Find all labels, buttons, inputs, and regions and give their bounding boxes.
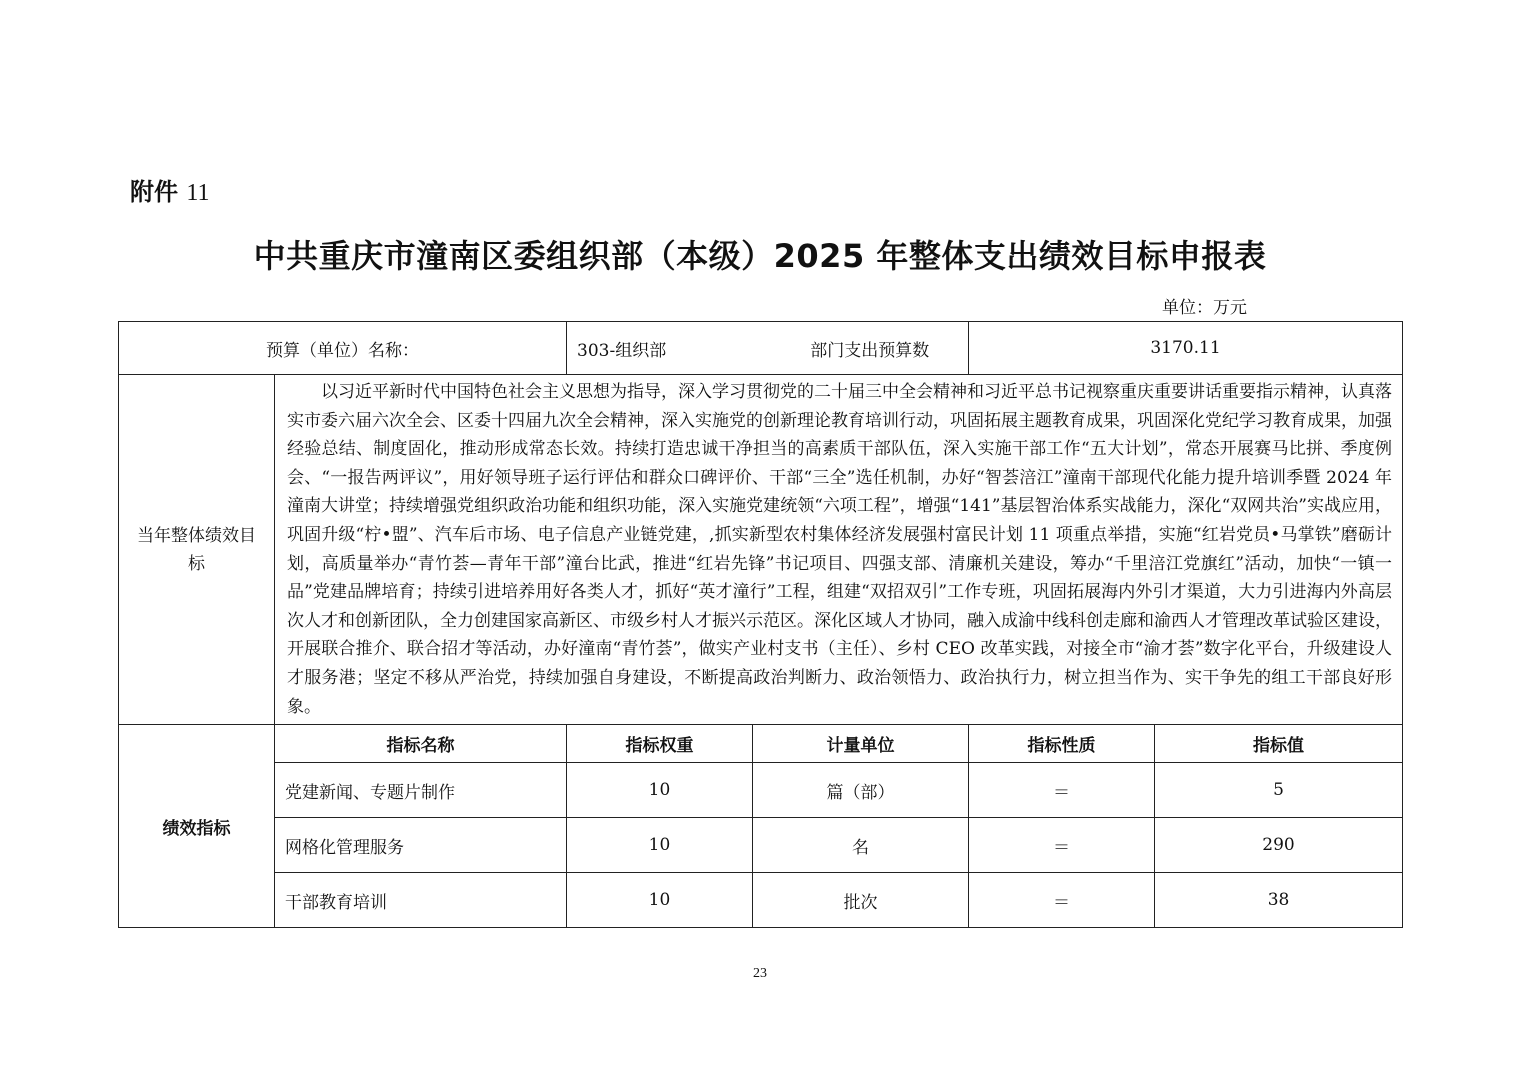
indicator-value: 38 — [1155, 873, 1403, 928]
budget-row — [119, 322, 1403, 375]
budget-name-value: 303-组织部 — [577, 340, 667, 361]
goal-row — [119, 375, 1403, 725]
indicator-name: 网格化管理服务 — [275, 818, 567, 873]
document-title: 中共重庆市潼南区委组织部（本级）2025 年整体支出绩效目标申报表 — [253, 237, 1267, 275]
indicator-nature: ＝ — [969, 873, 1155, 928]
budget-name-cell — [567, 322, 969, 375]
page-number: 23 — [753, 966, 767, 981]
indicator-value: 290 — [1155, 818, 1403, 873]
indicator-weight: 10 — [567, 818, 753, 873]
header-indicator-nature: 指标性质 — [969, 725, 1155, 763]
budget-name-label: 预算（单位）名称： — [119, 322, 567, 375]
table-row — [119, 873, 1403, 928]
attachment-label — [130, 176, 209, 209]
indicator-weight: 10 — [567, 873, 753, 928]
performance-table — [118, 321, 1403, 928]
header-unit: 计量单位 — [753, 725, 969, 763]
indicator-name: 干部教育培训 — [275, 873, 567, 928]
indicator-value: 5 — [1155, 763, 1403, 818]
table-row — [119, 763, 1403, 818]
table-row — [119, 818, 1403, 873]
goal-label: 当年整体绩效目标 — [119, 375, 275, 725]
indicator-nature: ＝ — [969, 763, 1155, 818]
attachment-text: 附件 — [130, 178, 178, 206]
header-indicator-weight: 指标权重 — [567, 725, 753, 763]
performance-label: 绩效指标 — [119, 725, 275, 928]
indicator-unit: 批次 — [753, 873, 969, 928]
indicator-weight: 10 — [567, 763, 753, 818]
indicator-unit: 篇（部） — [753, 763, 969, 818]
indicator-header-row — [119, 725, 1403, 763]
dept-budget-label: 部门支出预算数 — [810, 340, 930, 361]
indicator-name: 党建新闻、专题片制作 — [275, 763, 567, 818]
dept-budget-value: 3170.11 — [969, 322, 1403, 375]
goal-text: 以习近平新时代中国特色社会主义思想为指导，深入学习贯彻党的二十届三中全会精神和习近平总书记视察重庆重要讲话重要指示精神，认真落实市委六届六次全会、区委十四届九次全会精神，深入实施党的创新理论教育培训行动，巩固拓展主题教育成果，巩固深化党纪学习教育成果，加强经验总结、制度固化，推动形成常态长效。持续打造忠诚干净担当的高素质干部队伍，深入实施干部工作“五大计划”，常态开展赛马比拼、季度例会、“一报告两评议”，用好领导班子运行评估和群众口碑评价、干部“三全”选任机制，办好“智荟涪江”潼南干部现代化能力提升培训季暨 2024 年潼南大讲堂；持续增强党组织政治功能和组织功能，深入实施党建统领“六项工程”，增强“141”基层智治体系实战能力，深化“双网共治”实战应用，巩固升级“柠•盟”、汽车后市场、电子信息产业链党建，,抓实新型农村集体经济发展强村富民计划 11 项重点举措，实施“红岩党员•马掌铁”磨砺计划，高质量举办“青竹荟—青年干部”潼台比武，推进“红岩先锋”书记项目、四强支部、清廉机关建设，筹办“千里涪江党旗红”活动，加快“一镇一品”党建品牌培育；持续引进培养用好各类人才，抓好“英才潼行”工程，组建“双招双引”工作专班，巩固拓展海内外引才渠道，大力引进海内外高层次人才和创新团队，全力创建国家高新区、市级乡村人才振兴示范区。深化区域人才协同，融入成渝中线科创走廊和渝西人才管理改革试验区建设，开展联合推介、联合招才等活动，办好潼南“青竹荟”，做实产业村支书（主任）、乡村 CEO 改革实践，对接全市“渝才荟”数字化平台，升级建设人才服务港；坚定不移从严治党，持续加强自身建设，不断提高政治判断力、政治领悟力、政治执行力，树立担当作为、实干争先的组工干部良好形象。 — [275, 375, 1403, 725]
indicator-nature: ＝ — [969, 818, 1155, 873]
unit-note: 单位：万元 — [1162, 298, 1247, 318]
indicator-unit: 名 — [753, 818, 969, 873]
header-indicator-value: 指标值 — [1155, 725, 1403, 763]
header-indicator-name: 指标名称 — [275, 725, 567, 763]
attachment-number: 11 — [186, 180, 210, 206]
